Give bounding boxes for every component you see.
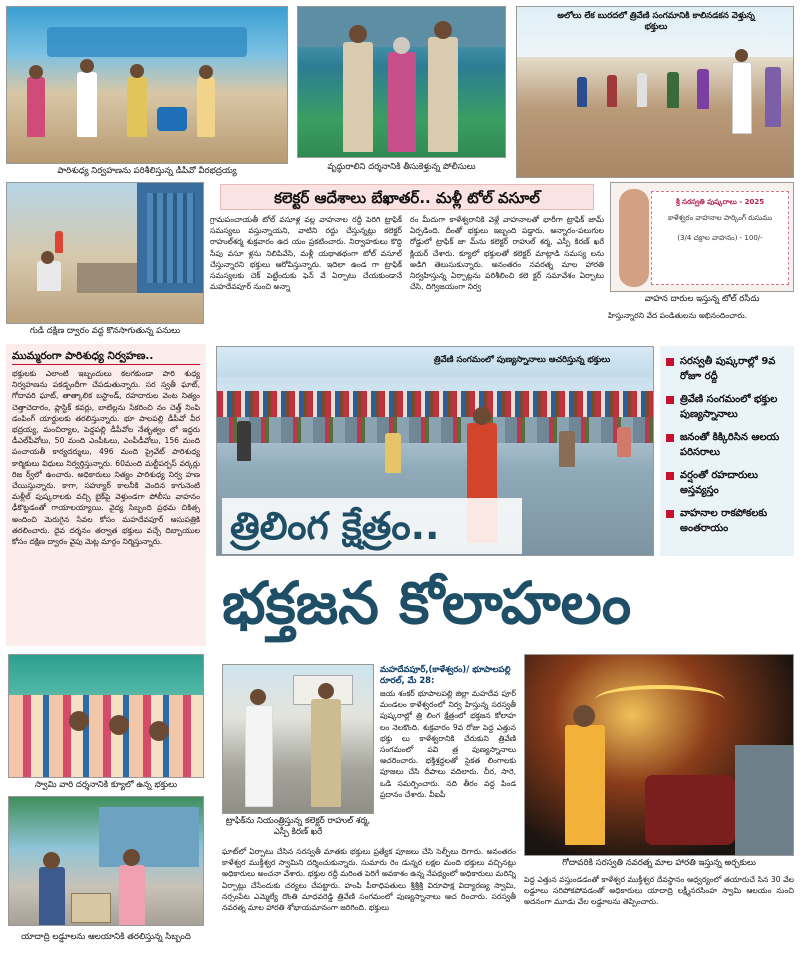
caption-photo-2: వృద్ధురాలిని దర్శనానికి తీసుకెళ్తున్న పోలీసులు: [327, 162, 476, 172]
sanitation-box: [6, 344, 206, 646]
highlights-sidebar: [660, 346, 794, 556]
story-col3: పెద్ద ఎత్తున వస్తుండడంతో కాళేశ్వర ముక్తీశ్వర దేవస్థానం ఆధ్వర్యంలో తయారుచే సిన 30 వేల లడ్డూలు సరిపోకపోవడంతో అధికారులు యాదాద్రి లక్ష్మీనరసింహ స్వామి ఆలయం నుంచి అదనంగా మూడు వేల లడ్డూలను తెప్పించారు.: [524, 875, 794, 907]
highlight-5: వాహనాల రాకపోకలకు అంతరాయం: [666, 506, 788, 536]
photo-muddy-walk: [516, 6, 794, 178]
caption-photo-5: వాహన దారుల ఇస్తున్న టోల్ రసీదు: [644, 294, 760, 304]
toll-story-col1: గ్రామపంచాయతీ టోల్ వసూళ్ల వల్ల వాహనాల రద్దీ పెరిగి ట్రాఫిక్ సమస్యలు వస్తున్నాయని, వాటిని రద్దు చేస్తున్నట్లు కలెక్టర్ రాహుల్‌శర్మ శుక్రవారం ఉద యం ప్రకటించారు. నిర్వాహకులు కొద్ది సేపు వసూ ళ్లను నిలిపివేసి, మళ్లీ యథాతథంగా టోల్ వసూల్ చేస్తున్నారని భక్తులు ఆరోపిస్తున్నారు. ఇదిలా ఉండ గా ట్రాఫిక్ సమస్యలకు చెక్ పెట్టేందుకు ఫెన్ వే ఏర్పాటు చేయకుండానే మహదేవపూర్ నుంచి అన్నా: [210, 215, 402, 292]
headline-line-1: త్రిలింగ క్షేత్రం..: [222, 498, 522, 554]
highlight-1: సరస్వతీ పుష్కరాల్లో 9వ రోజూ రద్దీ: [666, 354, 788, 384]
photo-temple-works: [6, 182, 204, 324]
photo-toll-receipt: [610, 182, 794, 292]
sanitation-body: భక్తులకు ఎలాంటి ఇబ్బందులు కలగకుండా పారి శుధ్య నిర్వహణను పకడ్బందీగా చేపడుతున్నారు. సర స్వతీ ఘాట్, గోదావరి ఘాట్, తాత్కాలిక బస్టాండ్, రహదారుల వెంట నిత్యం చెత్తాచెదారం, ప్లాస్టిక్ కవర్లు, బాటిల్లను సేకరించి నం చెత్త్ నింపి డంపింగ్ యార్డులకు తరలిస్తున్నారు. భూ పాలపల్లి డీపీవో వీర భద్రయ్య, మంచిర్యాల, పెద్దపల్లి డీపీవోల నేతృత్వం లో ఇద్దరు డీఎల్‌పీవోలు, 50 మంది ఎంపీఓలు, ఎంపీడీవోలు, 156 మంది పంచాయతీ కార్యదర్శులు, 496 మంది ప్రైవేట్ పారిశుధ్య కార్మికులు విధులు నిర్వర్తిస్తున్నారు. 60మంది మల్టీపర్పస్ వర్కర్లు రిజ ర్వ్‌లో ఉంచారు. అధికారులు నిత్యం పారిశుధ్య నిర్వ హణ చేయిస్తున్నారు. కాగా, సహ్యూర్ కాలనీకి వెందిన కాగునెంటి మళ్లీల్ పుష్కరాలకు వచ్చి బైక్‌పై వెళ్తుండగా పోలీసు వాహనం ఢీకొట్టడంతో గాయాలయ్యాయి. వైద్య సిబ్బంది ప్రథమ చికిత్స అందించి మెరుగైన సేవల కోసం మహదేవపూర్ ఆసుపత్రికి తరలించారు. దైవ దర్శనం తర్వాత భక్తులు వచ్చే దిబ్బాయుల కోసం దక్షిణ ద్వారం వైపు మెట్ల మార్గం నిర్మిస్తున్నారు.: [12, 369, 200, 547]
story-bottom: ఘాట్‌లో ఏర్పాటు చేసిన సరస్వతీ మాతకు భక్తులు ప్రత్యేక పూజలు చేసి సెల్ఫీలు దిగారు. అనంతరం కాళేశ్వర ముక్తీశ్వర స్వామిని దర్శించుకున్నారు. సుమారు రెం డున్నర లక్షల మంది భక్తులు వచ్చినట్లు అధికారులు అంచనా వేశారు. భక్తుల రద్దీ మరింత పెరిగే అవకాశం ఉన్న నేపథ్యంలో అధికారులు మరిన్ని ఏర్పాట్లు చేసేందుకు చర్యలు చేపట్టారు. హంపి పీఠాధిపతులు శ్రీశ్రీశ్రీ విరూపాక్ష విద్యారణ్య స్వామి, నర్సంపేట ఎమ్మెల్యే దొంతి మాధవరెడ్డి త్రివేణి సంగమంలో పుణ్యస్నానాలు ఆచ రించారు. సరస్వతీ నవరత్న మాల హారతి శోభాయమానంగా జరిగింది. భక్తులు: [222, 847, 516, 913]
caption-photo-8: యాదాద్రి లడ్డూలను ఆలయానికి తరలిస్తున్న సిబ్బంది: [21, 932, 191, 942]
highlight-3: జనంతో కిక్కిరిసిన ఆలయ పరిసరాలు: [666, 430, 788, 460]
caption-photo-9: ట్రాఫిక్‌ను నియంత్రిస్తున్న కలెక్టర్ రాహుల్ శర్మ, ఎస్పీ కిరణ్ ఖరే: [225, 816, 371, 837]
highlight-2: త్రివేణి సంగమంలో భక్తుల పుణ్యస్నానాలు: [666, 392, 788, 422]
toll-story-col2: రం మీదుగా కాళేశ్వరానికి వెళ్లే వాహనాలతో భారీగా ట్రాఫిక్ జామ్ ఏర్పడింది. దీంతో భక్తులు ఇబ్బంది పడ్డారు. అన్నారం-పలుగుల రోడ్డులో ట్రాఫిక్ జా మ్‌ను కలెక్టర్ రాహుల్ శర్మ, ఎస్పీ కిరణ్ ఖరే క్లియర్ చేశారు. క్యూలో భక్తులతో కలెక్టర్ మాట్లాడి సమస్య లను అడిగి తెలుసుకున్నారు. అనంతరం నవరత్న మాల హారతి నిర్వహిస్తున్న ఏర్పాట్లను పరిశీలించి కలె క్టర్ సమావేశం ఏర్పాటు చేసి, దిగ్విజయంగా నిర్వ: [410, 215, 604, 292]
caption-photo-3: అలోలు లేక బురదలో త్రివేణి సంగమానికి కాలినడకన వెళ్తున్న భక్తులు: [557, 11, 755, 32]
receipt-line-3: (3/4 చక్రాల వాహనం) - 100/-: [677, 234, 763, 242]
photo-traffic-control: [222, 664, 374, 814]
caption-photo-4: గుడి దక్షిణ ద్వారం వద్ద కొనసాగుతున్న పనులు: [29, 326, 181, 336]
caption-photo-7: స్వామి వారి దర్శనానికి క్యూలో ఉన్న భక్తులు: [34, 780, 178, 790]
toll-story-title: కలెక్టర్ ఆదేశాలు బేఖాతర్.. మళ్లీ టోల్ వసూల్: [220, 184, 594, 210]
caption-photo-10: గోదావరికి సరస్వతి నవరత్న మాల హారతి ఇస్తున్న అర్చకులు: [562, 858, 756, 868]
story-col1: జయ శంకర్ భూపాలపల్లి జిల్లా మహదేవ పూర్ మండలం కాళేశ్వరంలో నిర్వ హిస్తున్న సరస్వతీ పుష్కరాల్లో త్రి లింగ క్షేత్రంలో భక్తజన కోలాహ లం నెలకొంది. శుక్రవారం 9వ రోజు పెద్ద ఎత్తున భక్తు లు కాళేశ్వరానికి చేరుకుని త్రివేణి సంగమంలో పవి త్ర పుణ్యస్నానాలు ఆచరించారు. భక్తిశ్రద్ధలతో సైకత లింగాలకు పూజలు చేసి దీపాలు వదిలారు. చీర, సారె, ఒడి సమర్పించారు. నది తీరం వద్ద పిండ ప్రదానం చేశారు. వీఐపీ: [380, 689, 516, 799]
photo-laddu-transport: [8, 796, 204, 926]
sanitation-title: ముమ్మరంగా పారిశుధ్య నిర్వహణ..: [12, 348, 200, 365]
receipt-line-1: శ్రీ సరస్వతి పుష్కరాలు - 2025: [675, 198, 765, 206]
toll-story: [210, 182, 604, 332]
headline-line-2: భక్తజన కోలాహలం: [222, 569, 632, 637]
highlight-4: వర్షంతో రహదారులు అస్తవ్యస్తం: [666, 468, 788, 498]
story-dateline: మహదేవపూర్,(కాళేశ్వరం)/ భూపాలపల్లి రూరల్, మే 28:: [380, 664, 511, 686]
photo-sanitation-inspection: [6, 6, 288, 164]
photo-devotees-queue: [8, 654, 204, 778]
receipt-line-2: కాళేశ్వరం వాహనాల పార్కింగ్ రుసుము: [667, 214, 773, 222]
photo-harathi: [524, 654, 794, 856]
caption-photo-1: పారిశుధ్య నిర్వహణను పరిశీలిస్తున్న డీపీవో వీరభద్రయ్య: [57, 166, 237, 176]
caption-photo-6: త్రివేణి సంగమంలో పుణ్యస్నానాలు ఆచరిస్తున్న భక్తులు: [433, 355, 611, 365]
photo-police-escort: [297, 6, 506, 158]
receipt-side-text: హిస్తున్నారని వేద పండితులను అభినందించారు.: [608, 311, 748, 320]
